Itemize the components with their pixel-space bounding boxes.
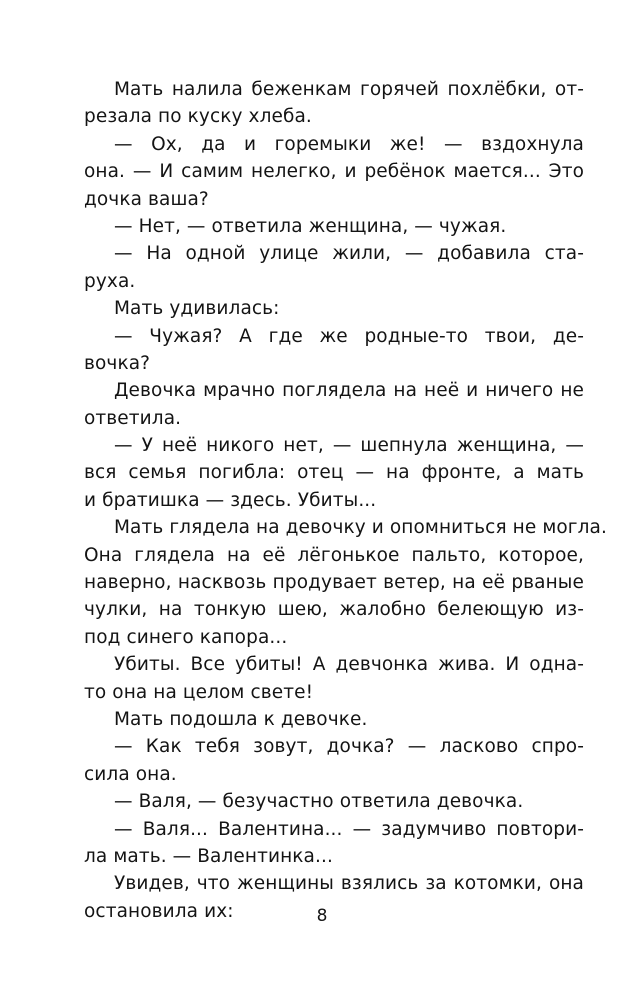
text-line: Увидев, что женщины взялись за котомки, она	[114, 873, 584, 895]
body-text	[84, 76, 607, 925]
text-line: Она глядела на её лёгонькое пальто, которое,	[84, 544, 584, 566]
text-line: руха.	[84, 270, 136, 292]
text-line: — Ох, да и горемыки же! — вздохнула	[114, 133, 584, 155]
text-line: Мать налила беженкам горячей похлёбки, от-	[114, 79, 584, 100]
text-line: — На одной улице жили, — добавила ста-	[114, 243, 584, 265]
text-line: дочка ваша?	[84, 188, 209, 210]
text-line: ла мать. — Валентинка...	[84, 845, 333, 867]
text-line: — У неё никого нет, — шепнула женщина, —	[114, 435, 584, 457]
text-line: — Валя, — безучастно ответила девочка.	[114, 791, 524, 813]
text-line: вочка?	[84, 352, 151, 374]
text-line: — Как тебя зовут, дочка? — ласково спро-	[114, 736, 584, 758]
text-line: Убиты. Все убиты! А девчонка жива. И одна-	[114, 654, 584, 676]
text-line: Мать удивилась:	[114, 298, 280, 320]
text-line: — Чужая? А где же родные-то твои, де-	[114, 325, 584, 347]
text-line: Мать подошла к девочке.	[114, 708, 368, 730]
text-line: чулки, на тонкую шею, жалобно белеющую из-	[84, 599, 584, 621]
text-line: вся семья погибла: отец — на фронте, а мать	[84, 462, 584, 484]
text-line: под синего капора...	[84, 626, 288, 648]
text-line: наверно, насквозь продувает ветер, на её рваные	[84, 572, 584, 594]
text-line: — Валя... Валентина... — задумчиво повтори-	[114, 818, 584, 840]
text-line: то она на целом свете!	[84, 681, 314, 703]
text-line: — Нет, — ответила женщина, — чужая.	[114, 215, 507, 237]
text-line: резала по куску хлеба.	[84, 106, 312, 128]
text-line: ответила.	[84, 407, 182, 429]
text-line: Девочка мрачно поглядела на неё и ничего не	[114, 380, 584, 402]
text-line: и братишка — здесь. Убиты...	[84, 489, 377, 511]
text-line: остановила их:	[84, 900, 234, 922]
text-line: она. — И самим нелегко, и ребёнок мается... Это	[84, 161, 584, 183]
page-number: 8	[316, 906, 328, 926]
text-line: сила она.	[84, 763, 177, 785]
text-line: Мать глядела на девочку и опомниться не могла.	[114, 517, 607, 539]
